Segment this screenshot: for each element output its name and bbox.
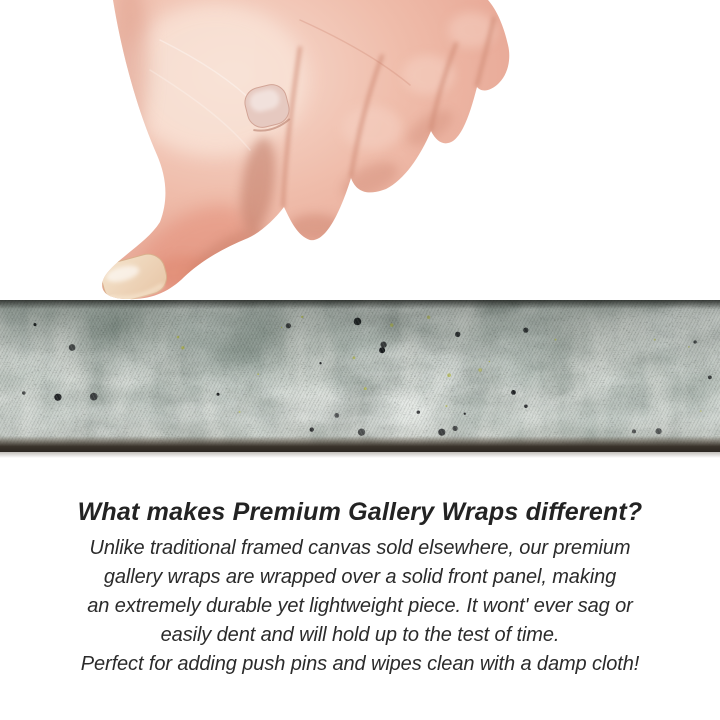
body-line: Unlike traditional framed canvas sold elsewhere, our premium [89, 537, 631, 559]
body-line: easily dent and will hold up to the test of time. [160, 624, 560, 646]
strip-cast-shadow [0, 452, 720, 458]
body-line: an extremely durable yet lightweight piece. It wont' ever sag or [87, 595, 633, 617]
strip-bottom-edge [0, 436, 720, 452]
hero-photo-area [0, 0, 720, 300]
body-line: gallery wraps are wrapped over a solid front panel, making [103, 566, 617, 588]
headline: What makes Premium Gallery Wraps different? [77, 498, 643, 526]
body-line: Perfect for adding push pins and wipes clean with a damp cloth! [80, 653, 640, 675]
canvas-wrap-edge-strip [0, 300, 720, 452]
hand-pressing-thumb-photo [0, 0, 720, 300]
strip-top-shadow [0, 300, 720, 309]
strip-shading-overlay [0, 300, 720, 452]
description-text-block [0, 497, 720, 679]
